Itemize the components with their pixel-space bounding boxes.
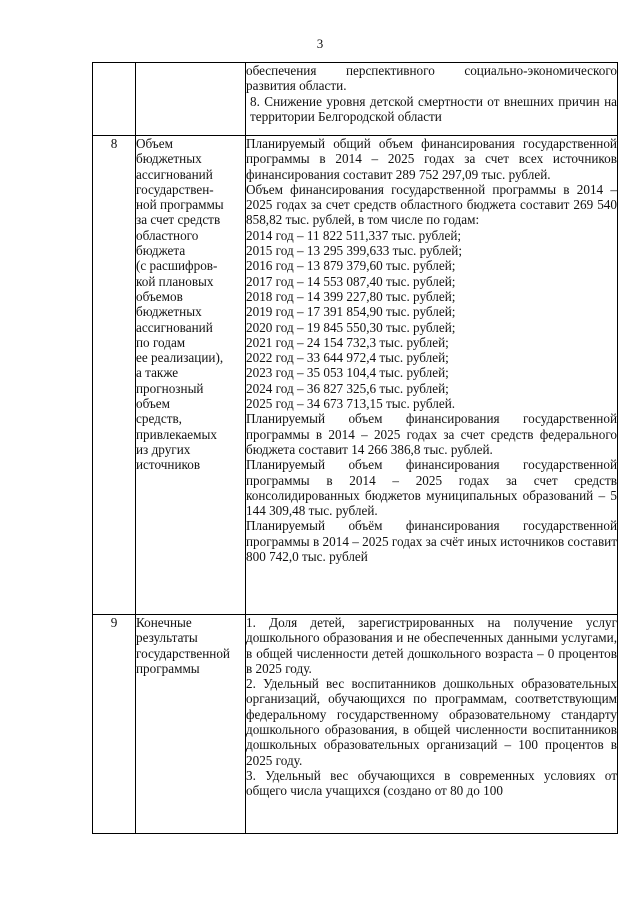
paragraph: Объем финансирования государственной программы в 2014 – 2025 годах за счет средств областного бюджета составит 269 540 858,82 тыс. рублей, в том числе по годам: [246,181,617,228]
name-line: государствен- [136,181,214,197]
name-line: результаты [136,630,198,646]
row-name [136,63,246,136]
name-line: (с расшифров- [136,258,218,274]
name-line: Конечные [136,615,192,630]
name-line: а также [136,365,179,381]
page-number: 3 [316,36,324,51]
row-name [136,136,246,615]
name-line: бюджетных [136,304,202,320]
row-content [246,136,618,615]
name-line: за счет средств [136,212,221,228]
name-line: ной программы [136,197,224,213]
paragraph: Планируемый объем финансирования государственной программы в 2014 – 2025 годах за счет средств консолидированных бюджетов муниципальных образований – 5 144 309,48 тыс. рублей. [246,457,617,519]
name-line: государственной [136,645,230,661]
name-line: ассигнований [136,166,213,182]
paragraph: 1. Доля детей, зарегистрированных на получение услуг дошкольного образования и не обеспеченных данными услугами, в общей численности детей дошкольного возраста – 0 процентов в 2025 году. [246,615,617,676]
year-line: 2021 год – 24 154 732,3 тыс. рублей; [246,334,449,350]
paragraph: Планируемый объем финансирования государственной программы в 2014 – 2025 годах за счет средств федерального бюджета составит 14 266 386,8 тыс. рублей. [246,411,617,457]
year-line: 2016 год – 13 879 379,60 тыс. рублей; [246,258,456,274]
name-line: бюджетных [136,151,202,167]
name-line: по годам [136,334,186,350]
name-line: прогнозный [136,380,204,396]
year-line: 2015 год – 13 295 399,633 тыс. рублей; [246,243,463,259]
table-row [93,615,618,834]
name-line: программы [136,660,200,676]
paragraph: 3. Удельный вес обучающихся в современных условиях от общего числа учащихся (создано от 80 до 100 [246,767,617,799]
name-line: объемов [136,288,183,304]
year-line: 2018 год – 14 399 227,80 тыс. рублей; [246,288,456,304]
paragraph: Планируемый объём финансирования государственной программы в 2014 – 2025 годах за счёт иных источников составит 800 742,0 тыс. рублей [246,518,617,565]
name-line: привлекаемых [136,426,217,442]
table-row [93,136,618,615]
paragraph: 2. Удельный вес воспитанников дошкольных образовательных организаций, обучающихся по программам, соответствующим федеральному государственному образовательному стандарту дошкольного образования, в общей численности воспитанников дошкольных образовательных организаций – 100 процентов в 2025 году. [246,676,617,768]
name-line: из других [136,441,191,457]
year-line: 2017 год – 14 553 087,40 тыс. рублей; [246,273,456,289]
row-content [246,615,618,834]
row-number: 8 [93,136,136,615]
name-line: Объем [136,136,173,151]
year-line: 2014 год – 11 822 511,337 тыс. рублей; [246,227,462,243]
name-line: средств, [136,411,182,427]
program-passport-table [92,62,618,834]
row-number: 9 [93,615,136,834]
row-content [246,63,618,136]
year-line: 2019 год – 17 391 854,90 тыс. рублей; [246,304,456,320]
paragraph: 8. Снижение уровня детской смертности от внешних причин на территории Белгородской области [250,93,617,124]
name-line: кой плановых [136,273,214,289]
year-line: 2020 год – 19 845 550,30 тыс. рублей; [246,319,456,335]
table-row [93,63,618,136]
name-line: ее реализации), [136,350,224,366]
name-line: источников [136,457,201,473]
name-line: областного [136,227,199,243]
paragraph: обеспечения перспективного социально-экономического развития области. [246,63,617,94]
name-line: объем [136,396,170,412]
year-line: 2023 год – 35 053 104,4 тыс. рублей; [246,365,449,381]
row-number [93,63,136,136]
name-line: ассигнований [136,319,213,335]
year-line: 2024 год – 36 827 325,6 тыс. рублей; [246,380,449,396]
name-line: бюджета [136,243,186,259]
year-line: 2022 год – 33 644 972,4 тыс. рублей; [246,350,449,366]
paragraph: Планируемый общий объем финансирования государственной программы в 2014 – 2025 годах за счет всех источников финансирования составит 289 752 297,09 тыс. рублей. [246,136,617,182]
row-name [136,615,246,834]
year-line: 2025 год – 34 673 713,15 тыс. рублей. [246,396,456,412]
